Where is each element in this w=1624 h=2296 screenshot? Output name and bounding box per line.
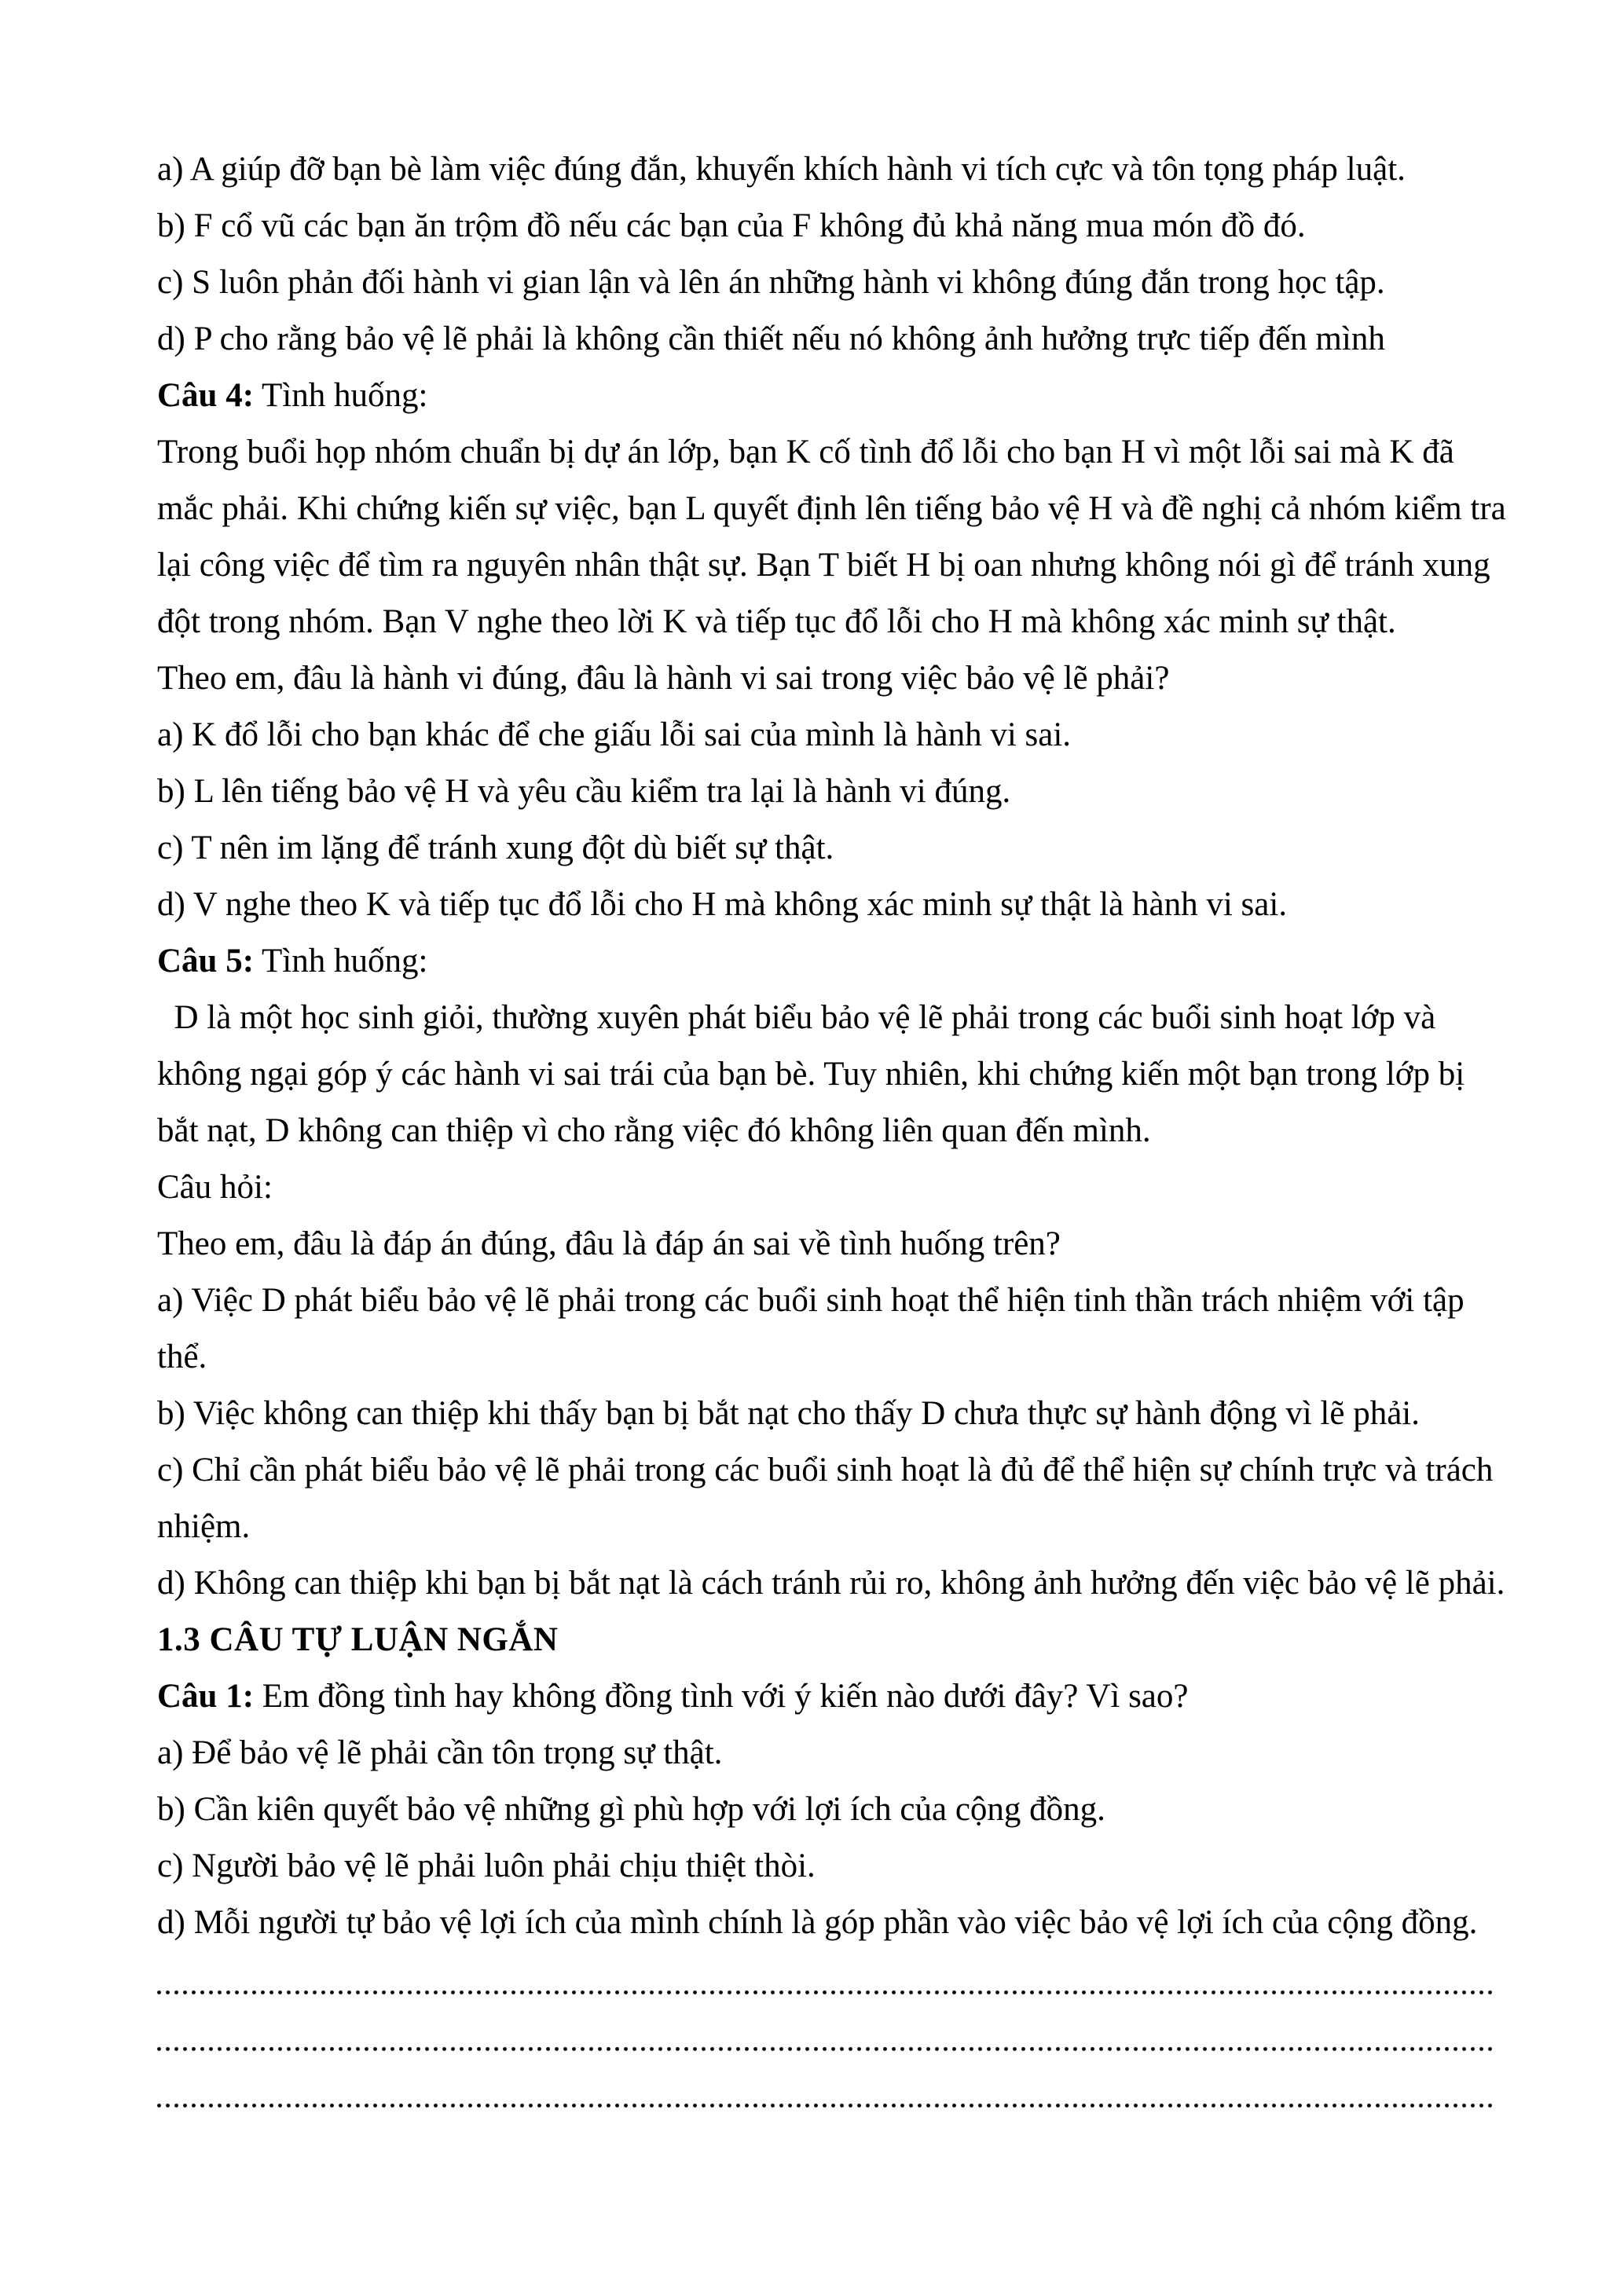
answer-dotted-line bbox=[157, 2008, 1498, 2064]
text-line bbox=[157, 1725, 1498, 1782]
text-line bbox=[157, 990, 1498, 1046]
text-line bbox=[157, 198, 1498, 255]
line-text: d) P cho rằng bảo vệ lẽ phải là không cần thiết nếu nó không ảnh hưởng trực tiếp đến mình bbox=[157, 320, 1385, 357]
text-line bbox=[157, 1838, 1498, 1895]
line-text: D là một học sinh giỏi, thường xuyên phát biểu bảo vệ lẽ phải trong các buổi sinh hoạt lớp và bbox=[157, 999, 1436, 1036]
text-line bbox=[157, 1216, 1498, 1273]
text-line bbox=[157, 933, 1498, 990]
line-text: d) Không can thiệp khi bạn bị bắt nạt là cách tránh rủi ro, không ảnh hưởng đến việc bảo vệ lẽ phải. bbox=[157, 1565, 1505, 1602]
text-line bbox=[157, 1668, 1498, 1725]
text-line bbox=[157, 594, 1498, 650]
line-text: Tình huống: bbox=[254, 943, 428, 980]
line-text: a) Để bảo vệ lẽ phải cần tôn trọng sự thật. bbox=[157, 1734, 723, 1771]
line-text: c) Chỉ cần phát biểu bảo vệ lẽ phải trong các buổi sinh hoạt là đủ để thể hiện sự chính trực và trách bbox=[157, 1452, 1494, 1489]
text-line bbox=[157, 1386, 1498, 1442]
text-line bbox=[157, 311, 1498, 368]
text-line bbox=[157, 537, 1498, 594]
line-text: a) A giúp đỡ bạn bè làm việc đúng đắn, khuyến khích hành vi tích cực và tôn tọng pháp luật. bbox=[157, 151, 1406, 188]
line-text: Câu hỏi: bbox=[157, 1169, 273, 1206]
text-line bbox=[157, 255, 1498, 311]
answer-dotted-line bbox=[157, 1951, 1498, 2008]
text-line bbox=[157, 1442, 1498, 1499]
line-text: a) Việc D phát biểu bảo vệ lẽ phải trong các buổi sinh hoạt thể hiện tinh thần trách nhiệm với tập bbox=[157, 1282, 1465, 1319]
text-line bbox=[157, 1159, 1498, 1216]
line-text: d) Mỗi người tự bảo vệ lợi ích của mình chính là góp phần vào việc bảo vệ lợi ích của cộng đồng. bbox=[157, 1904, 1478, 1941]
line-text: mắc phải. Khi chứng kiến sự việc, bạn L quyết định lên tiếng bảo vệ H và đề nghị cả nhóm kiểm tra bbox=[157, 490, 1506, 527]
line-text: đột trong nhóm. Bạn V nghe theo lời K và tiếp tục đổ lỗi cho H mà không xác minh sự thật. bbox=[157, 603, 1396, 640]
dotted-leader bbox=[157, 1990, 1497, 1994]
text-line bbox=[157, 707, 1498, 764]
line-text: bắt nạt, D không can thiệp vì cho rằng việc đó không liên quan đến mình. bbox=[157, 1112, 1151, 1149]
line-text: d) V nghe theo K và tiếp tục đổ lỗi cho H mà không xác minh sự thật là hành vi sai. bbox=[157, 886, 1288, 923]
text-line bbox=[157, 1499, 1498, 1555]
text-line bbox=[157, 1782, 1498, 1838]
line-text: b) Việc không can thiệp khi thấy bạn bị bắt nạt cho thấy D chưa thực sự hành động vì lẽ phải. bbox=[157, 1395, 1420, 1432]
line-text: Tình huống: bbox=[254, 377, 428, 414]
line-text: a) K đổ lỗi cho bạn khác để che giấu lỗi sai của mình là hành vi sai. bbox=[157, 716, 1072, 753]
line-text: b) Cần kiên quyết bảo vệ những gì phù hợp với lợi ích của cộng đồng. bbox=[157, 1791, 1105, 1828]
text-line bbox=[157, 820, 1498, 877]
line-text: Em đồng tình hay không đồng tình với ý kiến nào dưới đây? Vì sao? bbox=[254, 1678, 1189, 1715]
text-line bbox=[157, 481, 1506, 537]
text-line bbox=[157, 877, 1498, 933]
line-text: nhiệm. bbox=[157, 1508, 251, 1545]
line-text: b) F cổ vũ các bạn ăn trộm đồ nếu các bạn của F không đủ khả năng mua món đồ đó. bbox=[157, 207, 1306, 244]
text-line bbox=[157, 764, 1498, 820]
text-line bbox=[157, 141, 1498, 198]
line-text: b) L lên tiếng bảo vệ H và yêu cầu kiểm tra lại là hành vi đúng. bbox=[157, 773, 1011, 810]
answer-dotted-line bbox=[157, 2064, 1498, 2121]
text-line bbox=[157, 1103, 1498, 1159]
question-label: Câu 5: bbox=[157, 943, 255, 980]
dotted-leader bbox=[157, 2047, 1497, 2051]
line-text: Trong buổi họp nhóm chuẩn bị dự án lớp, bạn K cố tình đổ lỗi cho bạn H vì một lỗi sai mà K đã bbox=[157, 434, 1454, 471]
question-label: Câu 1: bbox=[157, 1678, 255, 1715]
dotted-leader bbox=[157, 2104, 1497, 2107]
line-text: c) T nên im lặng để tránh xung đột dù biết sự thật. bbox=[157, 829, 834, 866]
document-body bbox=[157, 141, 1506, 2121]
line-text: Theo em, đâu là hành vi đúng, đâu là hành vi sai trong việc bảo vệ lẽ phải? bbox=[157, 660, 1170, 697]
text-line bbox=[157, 1329, 1498, 1386]
text-line bbox=[157, 1046, 1498, 1103]
text-line bbox=[157, 1555, 1505, 1612]
text-line bbox=[157, 1273, 1498, 1329]
line-text: c) Người bảo vệ lẽ phải luôn phải chịu thiệt thòi. bbox=[157, 1847, 816, 1884]
line-text: thể. bbox=[157, 1338, 207, 1375]
text-line bbox=[157, 368, 1498, 424]
line-text: Theo em, đâu là đáp án đúng, đâu là đáp án sai về tình huống trên? bbox=[157, 1225, 1061, 1262]
text-line bbox=[157, 650, 1498, 707]
text-line bbox=[157, 424, 1498, 481]
line-text: c) S luôn phản đối hành vi gian lận và lên án những hành vi không đúng đắn trong học tập. bbox=[157, 264, 1385, 301]
text-line bbox=[157, 1895, 1498, 1951]
line-text: không ngại góp ý các hành vi sai trái của bạn bè. Tuy nhiên, khi chứng kiến một bạn trong lớp bị bbox=[157, 1056, 1465, 1093]
question-label: Câu 4: bbox=[157, 377, 255, 414]
line-text: 1.3 CÂU TỰ LUẬN NGẮN bbox=[157, 1621, 559, 1658]
section-heading bbox=[157, 1612, 1498, 1668]
line-text: lại công việc để tìm ra nguyên nhân thật sự. Bạn T biết H bị oan nhưng không nói gì để tránh xung bbox=[157, 547, 1490, 584]
